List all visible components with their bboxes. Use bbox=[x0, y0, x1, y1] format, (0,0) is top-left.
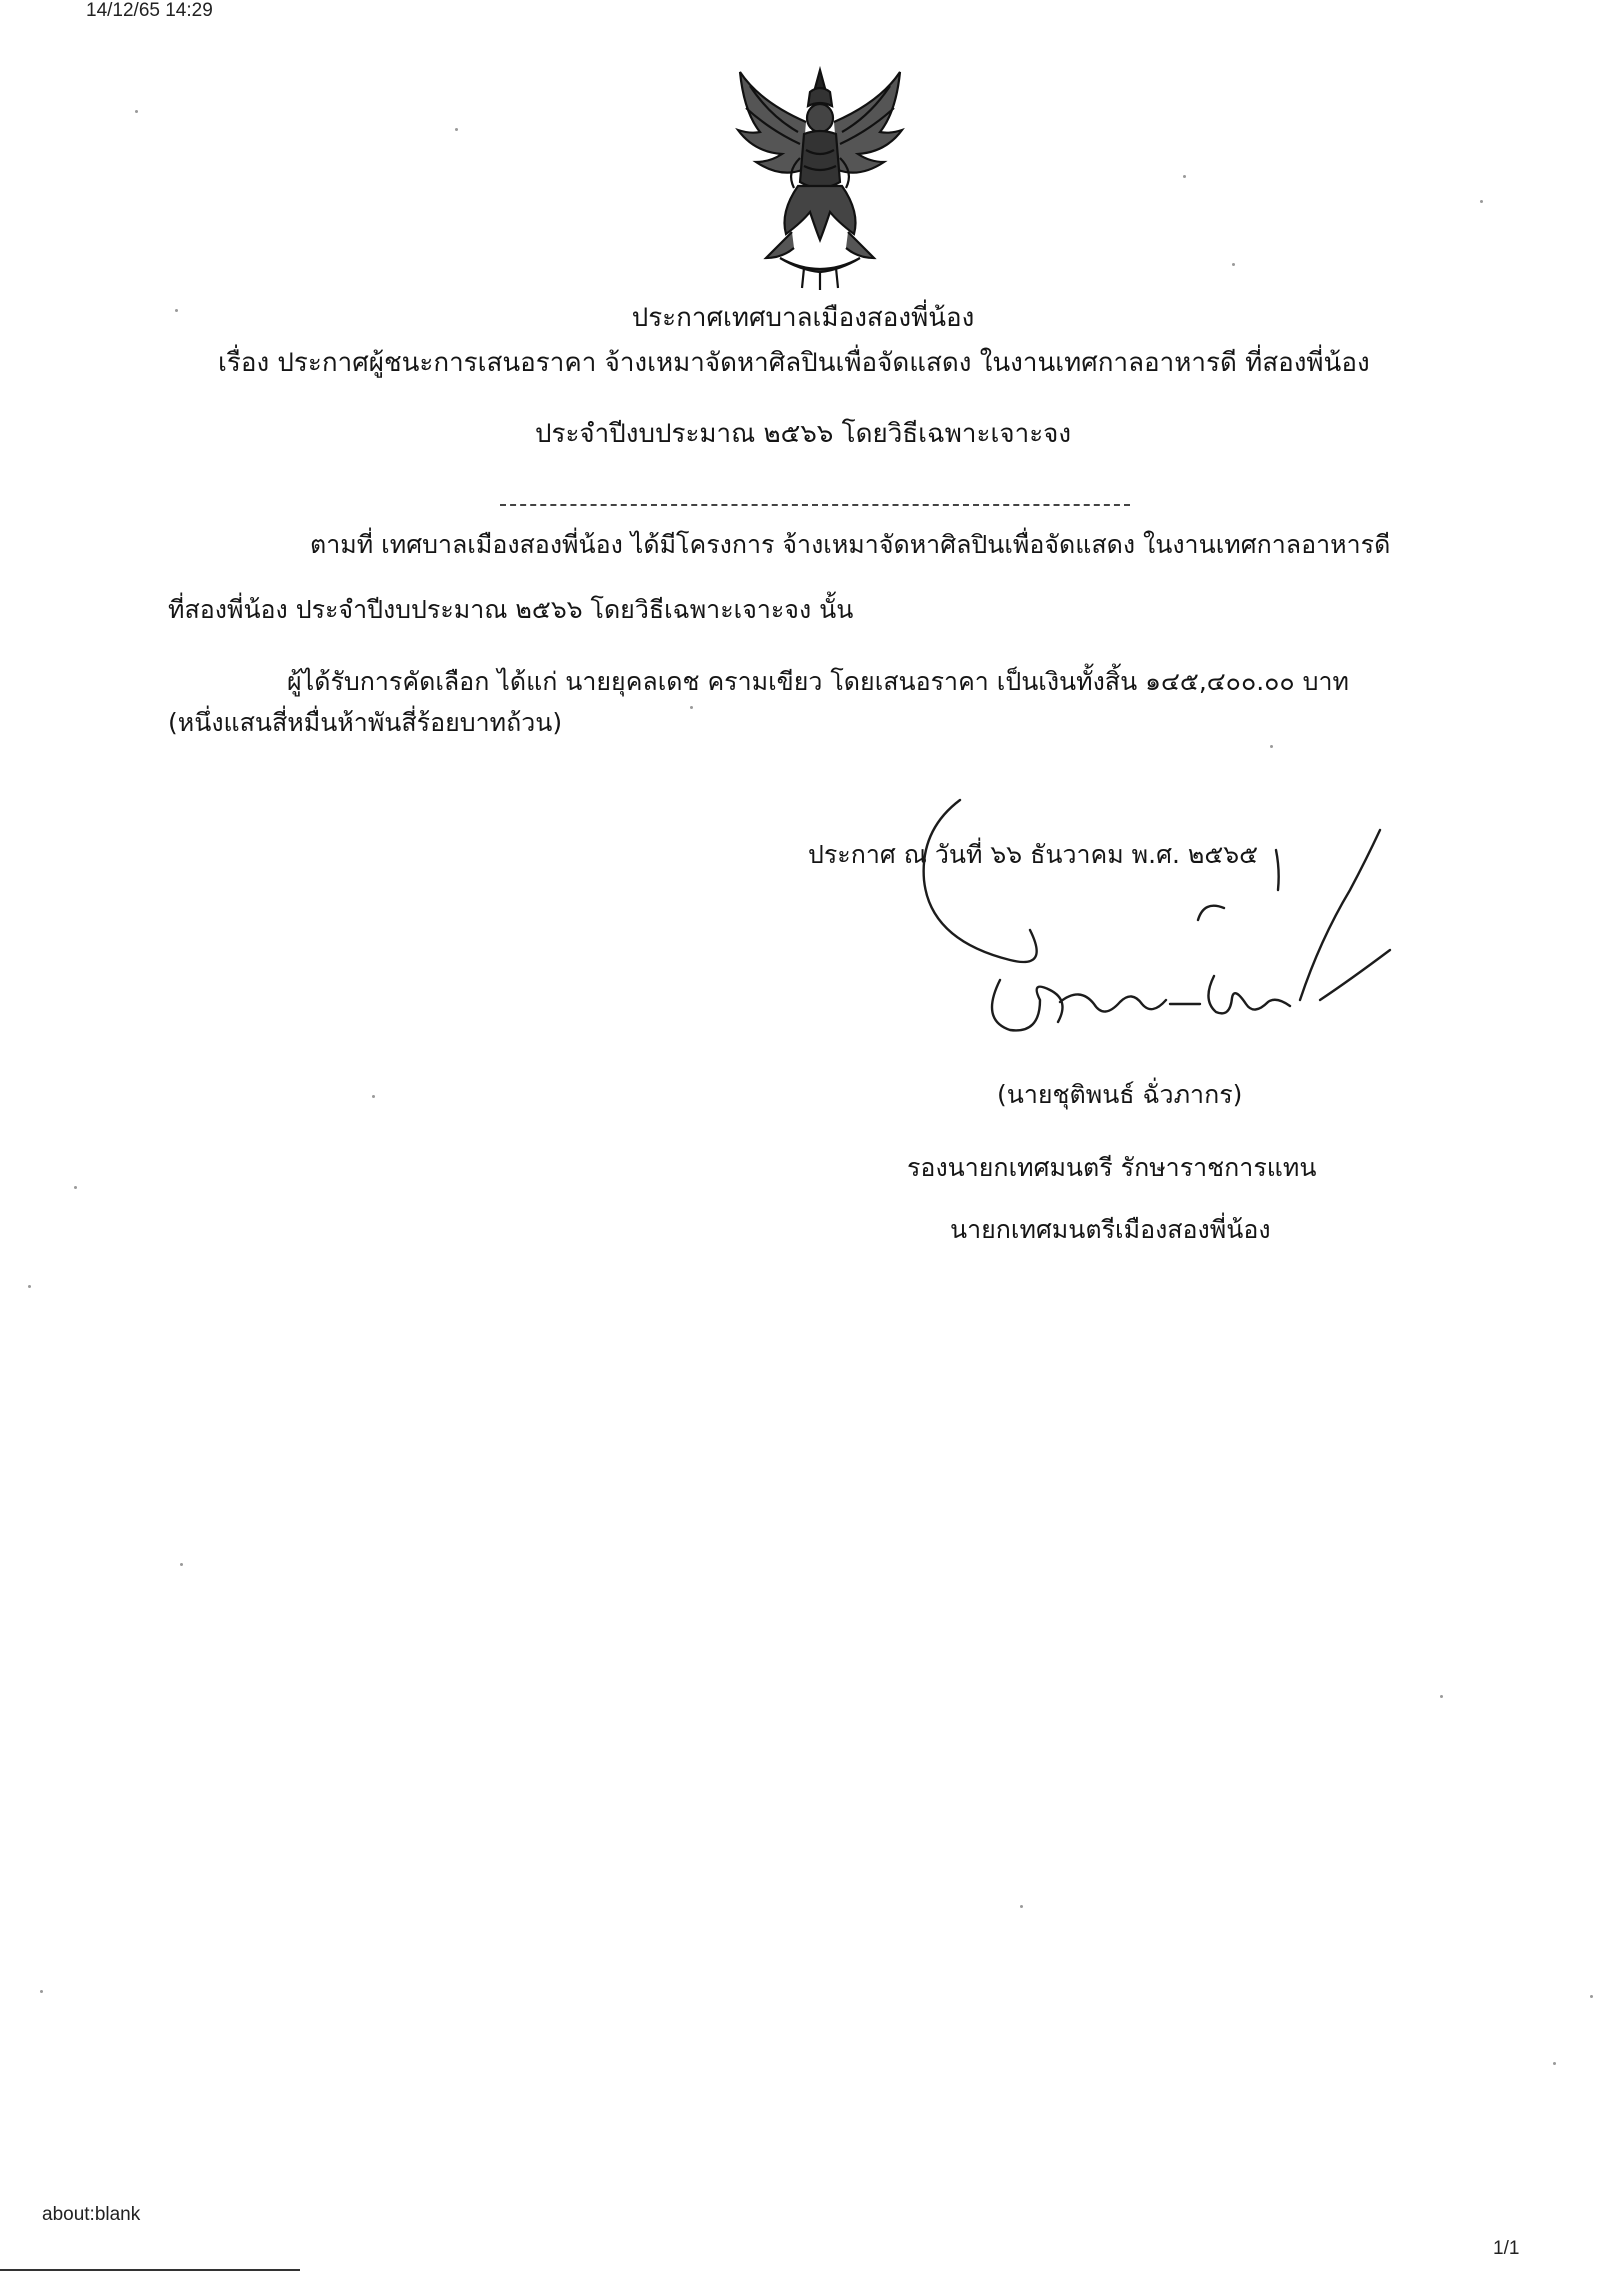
scan-speck bbox=[1480, 200, 1483, 203]
body-paragraph-2-line-1: ผู้ได้รับการคัดเลือก ได้แก่ นายยุคลเดช ครามเขียว โดยเสนอราคา เป็นเงินทั้งสิ้น ๑๔๕,๔๐๐.๐๐ บาท bbox=[287, 667, 1349, 696]
scan-speck bbox=[1232, 263, 1235, 266]
scan-speck bbox=[455, 128, 458, 131]
scan-speck bbox=[690, 706, 693, 709]
scan-speck bbox=[28, 1285, 31, 1288]
subject-line: เรื่อง ประกาศผู้ชนะการเสนอราคา จ้างเหมาจัดหาศิลปินเพื่อจัดแสดง ในงานเทศกาลอาหารดี ที่สองพี่น้อง bbox=[218, 348, 1370, 378]
body-paragraph-1-line-1: ตามที่ เทศบาลเมืองสองพี่น้อง ได้มีโครงการ จ้างเหมาจัดหาศิลปินเพื่อจัดแสดง ในงานเทศกาลอาหารดี bbox=[310, 530, 1391, 559]
print-url: about:blank bbox=[42, 2204, 141, 2225]
signatory-position: รองนายกเทศมนตรี รักษาราชการแทน bbox=[907, 1153, 1317, 1182]
scan-speck bbox=[175, 309, 178, 312]
scan-speck bbox=[1020, 1905, 1023, 1908]
document-title: ประกาศเทศบาลเมืองสองพี่น้อง bbox=[631, 303, 975, 333]
scan-speck bbox=[74, 1186, 77, 1189]
body-paragraph-1-line-2: ที่สองพี่น้อง ประจำปีงบประมาณ ๒๕๖๖ โดยวิธีเฉพาะเจาะจง นั้น bbox=[168, 595, 854, 624]
signatory-position-2: นายกเทศมนตรีเมืองสองพี่น้อง bbox=[950, 1215, 1271, 1244]
heading-divider bbox=[500, 504, 1130, 506]
handwritten-signature-icon bbox=[880, 790, 1400, 1050]
body-paragraph-2-line-2: (หนึ่งแสนสี่หมื่นห้าพันสี่ร้อยบาทถ้วน) bbox=[168, 708, 563, 737]
scan-speck bbox=[1183, 175, 1186, 178]
announcement-date: ประกาศ ณ วันที่ ๖๖ ธันวาคม พ.ศ. ๒๕๖๕ bbox=[808, 840, 1259, 869]
subject-line-2: ประจำปีงบประมาณ ๒๕๖๖ โดยวิธีเฉพาะเจาะจง bbox=[535, 419, 1072, 449]
scan-speck bbox=[372, 1095, 375, 1098]
print-datetime: 14/12/65 14:29 bbox=[86, 0, 213, 21]
signatory-name: (นายชุติพนธ์ ฉั่วภากร) bbox=[997, 1080, 1243, 1109]
scan-speck bbox=[1440, 1695, 1443, 1698]
garuda-emblem-icon bbox=[720, 62, 920, 292]
scan-speck bbox=[135, 110, 138, 113]
scan-speck bbox=[40, 1990, 43, 1993]
scan-speck bbox=[1553, 2062, 1556, 2065]
scan-speck bbox=[1270, 745, 1273, 748]
scan-speck bbox=[180, 1563, 183, 1566]
footer-rule bbox=[0, 2269, 300, 2271]
page-number: 1/1 bbox=[1493, 2238, 1520, 2259]
scan-speck bbox=[1590, 1995, 1593, 1998]
